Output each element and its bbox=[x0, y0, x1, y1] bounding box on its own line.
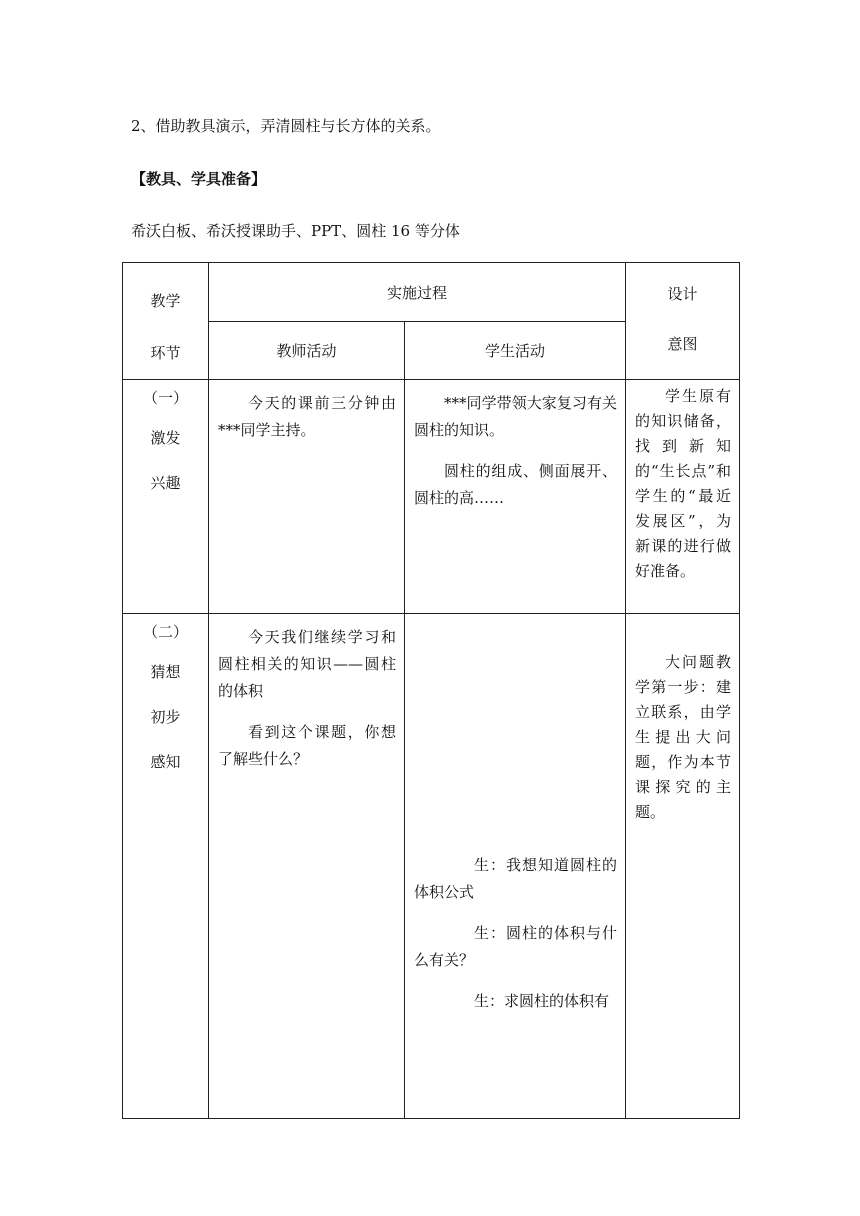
intent-text: 大问题教学第一步：建立联系，由学生提出大问题，作为本节课探究的主题。 bbox=[635, 653, 732, 821]
header-process: 实施过程 bbox=[209, 263, 626, 322]
intent-cell bbox=[626, 380, 740, 614]
header-stage bbox=[123, 263, 209, 380]
student-text: 生：求圆柱的体积有 bbox=[474, 992, 610, 1010]
stage-label: 感知 bbox=[150, 753, 181, 771]
intent-cell bbox=[626, 614, 740, 1119]
student-text: 生：圆柱的体积与什么有关？ bbox=[414, 924, 618, 969]
stage-label: 猜想 bbox=[150, 663, 181, 681]
table-row bbox=[123, 614, 740, 1119]
student-text: 生：我想知道圆柱的体积公式 bbox=[414, 856, 618, 901]
header-intent-line1: 设计 bbox=[667, 285, 698, 303]
student-cell bbox=[405, 614, 626, 1119]
stage-label: 兴趣 bbox=[150, 474, 181, 492]
student-text: 圆柱的组成、侧面展开、圆柱的高…… bbox=[414, 462, 618, 507]
student-cell bbox=[405, 380, 626, 614]
goal-line: 2、借助教具演示，弄清圆柱与长方体的关系。 bbox=[131, 117, 441, 135]
stage-number: （二） bbox=[142, 623, 188, 641]
stage-cell bbox=[123, 380, 209, 614]
teacher-cell bbox=[209, 614, 405, 1119]
header-stage-line2: 环节 bbox=[150, 344, 181, 362]
teacher-text: 今天我们继续学习和圆柱相关的知识——圆柱的体积 bbox=[218, 628, 396, 700]
stage-number: （一） bbox=[142, 389, 188, 407]
prep-heading: 【教具、学具准备】 bbox=[131, 170, 267, 188]
header-intent bbox=[626, 263, 740, 380]
teacher-text: 今天的课前三分钟由***同学主持。 bbox=[218, 394, 396, 439]
teacher-cell bbox=[209, 380, 405, 614]
student-text: ***同学带领大家复习有关圆柱的知识。 bbox=[414, 394, 618, 439]
intent-text: 学生原有的知识储备，找到新知的“生长点”和学生的“最近发展区”，为新课的进行做好准备。 bbox=[635, 387, 732, 580]
prep-items: 希沃白板、希沃授课助手、PPT、圆柱 16 等分体 bbox=[131, 222, 460, 240]
teacher-text: 看到这个课题，你想了解些什么？ bbox=[218, 723, 396, 768]
stage-cell bbox=[123, 614, 209, 1119]
stage-label: 初步 bbox=[150, 708, 181, 726]
lesson-plan-table bbox=[122, 262, 740, 1119]
stage-label: 激发 bbox=[150, 429, 181, 447]
header-stage-line1: 教学 bbox=[150, 292, 181, 310]
table-row bbox=[123, 380, 740, 614]
header-teacher: 教师活动 bbox=[209, 322, 405, 380]
header-intent-line2: 意图 bbox=[667, 335, 698, 353]
header-student: 学生活动 bbox=[405, 322, 626, 380]
